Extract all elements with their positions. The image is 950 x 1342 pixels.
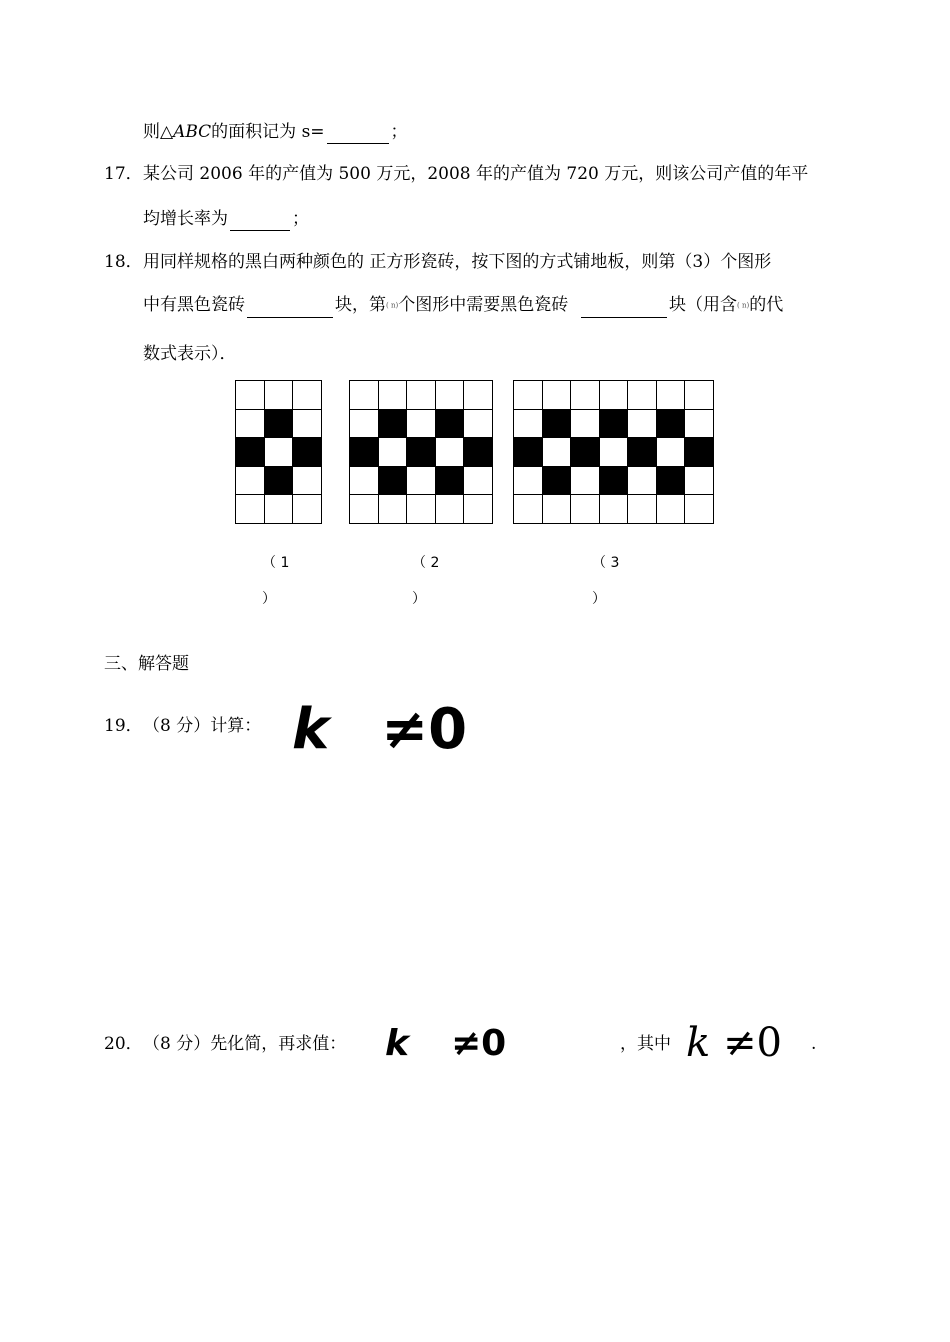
q17-line2	[143, 207, 309, 231]
variable-n-placeholder: ( n)	[386, 301, 399, 310]
q18-line2-d: 块（用含	[669, 295, 738, 315]
q20-formula-image	[385, 1024, 506, 1064]
variable-n-placeholder: ( n)	[737, 301, 750, 310]
q18-line2	[143, 293, 783, 318]
q18-line1: 用同样规格的黑白两种颜色的 正方形瓷砖，按下图的方式铺地板，则第（3）个图形	[143, 252, 772, 272]
answer-blank[interactable]	[327, 125, 389, 144]
q18-line2-e: 的代	[749, 295, 784, 315]
figure-caption-1: （ 1 ）	[262, 555, 290, 607]
q16-prefix: 则△	[143, 122, 174, 142]
formula-neq-zero: ≠0	[381, 697, 468, 762]
q19-formula-image	[292, 698, 467, 762]
q19-number: 19．	[104, 716, 143, 736]
tile-figure-3	[513, 380, 714, 524]
q20-end: .	[811, 1034, 817, 1054]
q17-line2-end: ；	[292, 209, 309, 229]
q17-line1: 某公司 2006 年的产值为 500 万元，2008 年的产值为 720 万元，则该公司产值的年平	[143, 164, 809, 184]
tile-figure-2	[349, 380, 493, 524]
q18-line2-c: 个图形中需要黑色瓷砖	[398, 295, 569, 315]
figure-caption-3: （ 3 ）	[592, 555, 620, 607]
tile-figure-1	[235, 380, 322, 524]
answer-blank[interactable]	[581, 299, 667, 318]
condition-neq-zero: ≠0	[710, 1020, 782, 1066]
answer-blank[interactable]	[230, 212, 290, 231]
q16-end: ；	[390, 122, 408, 142]
formula-k: k	[385, 1023, 409, 1064]
q20-text: （8 分）先化简，再求值：	[143, 1034, 347, 1054]
q20-condition	[686, 1020, 782, 1066]
q17-line2-prefix: 均增长率为	[143, 209, 228, 229]
figure-caption-2: （ 2 ）	[412, 555, 440, 607]
condition-k: k	[686, 1020, 711, 1066]
formula-k: k	[292, 697, 330, 762]
triangle-name: ABC	[173, 122, 212, 142]
answer-blank[interactable]	[247, 299, 333, 318]
q16-mid: 的面积记为 s=	[211, 122, 325, 142]
q16-tail-line	[143, 120, 408, 144]
q20-number: 20．	[104, 1034, 143, 1054]
q17-number: 17．	[104, 164, 143, 184]
formula-neq-zero: ≠0	[450, 1023, 507, 1064]
q18-line2-b: 块，第	[335, 295, 386, 315]
section-title: 三、解答题	[104, 654, 189, 674]
q18-number: 18．	[104, 252, 143, 272]
q18-line3: 数式表示）．	[143, 344, 237, 364]
q19-text: （8 分）计算：	[143, 716, 262, 736]
q20-middle: ，其中	[620, 1034, 671, 1054]
q18-line2-a: 中有黑色瓷砖	[143, 295, 245, 315]
